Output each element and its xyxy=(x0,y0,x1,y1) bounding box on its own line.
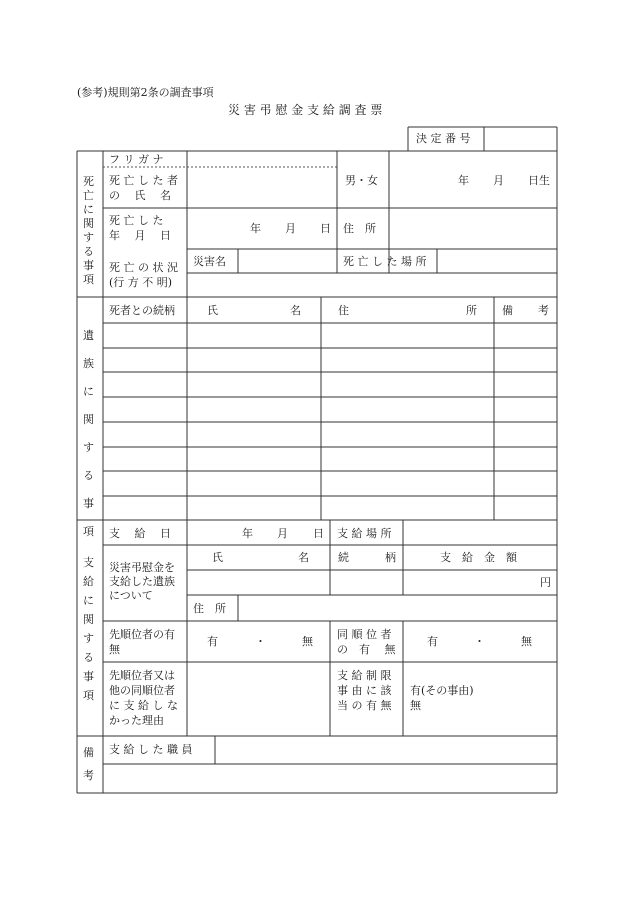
prior-separator: ・ xyxy=(255,635,266,648)
remarks-column-header-1: 備 xyxy=(502,304,513,317)
same-rank-separator: ・ xyxy=(474,635,485,648)
paid-family-address-label: 住 所 xyxy=(193,602,226,615)
name-column-header-2: 名 xyxy=(290,304,301,317)
paid-name-header-1: 氏 xyxy=(212,551,223,564)
prior-no[interactable]: 無 xyxy=(302,635,313,648)
payment-section-label: 支給に関する事項 xyxy=(83,556,94,702)
paid-relation-header-2: 柄 xyxy=(385,551,396,564)
address-column-header-2: 所 xyxy=(466,304,477,317)
deceased-name-label: 死 亡 し た 者 の 氏 名 xyxy=(109,174,178,202)
relation-column-header: 死者との続柄 xyxy=(109,304,175,317)
payment-date-label: 支 給 日 xyxy=(109,527,171,540)
paid-family-label: 災害弔慰金を 支給した遺族 について xyxy=(109,561,175,602)
restriction-label: 支 給 制 限 事 由 に 該 当 の 有 無 xyxy=(337,669,392,712)
death-day: 日 xyxy=(320,222,331,235)
yen-unit: 円 xyxy=(540,576,551,589)
furigana-label: フ リ ガ ナ xyxy=(109,153,164,166)
payment-amount-header: 支 給 金 額 xyxy=(440,551,517,564)
same-rank-yes[interactable]: 有 xyxy=(427,635,438,648)
paid-name-header-2: 名 xyxy=(298,551,309,564)
death-status-label: 死 亡 の 状 況 (行 方 不 明) xyxy=(109,261,178,289)
decision-number-field[interactable] xyxy=(485,128,556,150)
birth-month: 月 xyxy=(493,174,504,187)
payment-day: 日 xyxy=(313,527,324,540)
remarks-column-header-2: 考 xyxy=(538,304,549,317)
death-section-label: 死亡に関する事項 xyxy=(83,175,94,286)
payment-month: 月 xyxy=(277,527,288,540)
form-title: 災 害 弔 慰 金 支 給 調 査 票 xyxy=(228,103,383,117)
payment-place-label: 支 給 場 所 xyxy=(337,527,392,540)
decision-number-label: 決 定 番 号 xyxy=(416,132,471,145)
same-rank-label: 同 順 位 者 の 有 無 xyxy=(337,628,396,656)
prior-yes[interactable]: 有 xyxy=(207,635,218,648)
address-column-header-1: 住 xyxy=(338,304,349,317)
name-column-header-1: 氏 xyxy=(207,304,218,317)
prior-rank-label: 先順位者の有 無 xyxy=(109,628,175,656)
family-section-label: 遺族に関する事項 xyxy=(83,329,94,538)
birth-day: 日生 xyxy=(528,174,550,187)
paying-staff-label: 支 給 し た 職 員 xyxy=(109,743,193,756)
deceased-address-label: 住 所 xyxy=(343,222,376,235)
disaster-name-label: 災害名 xyxy=(193,255,226,268)
same-rank-no[interactable]: 無 xyxy=(521,635,532,648)
restriction-yes[interactable]: 有(その事由) xyxy=(410,684,474,697)
non-payment-reason-label: 先順位者又は 他の同順位者 に 支 給 し な かった理由 xyxy=(109,669,178,727)
paid-relation-header-1: 続 xyxy=(338,551,349,564)
death-date-label: 死 亡 し た 年 月 日 xyxy=(109,214,171,242)
death-month: 月 xyxy=(285,222,296,235)
remarks-section-label: 備考 xyxy=(83,746,94,782)
gender-label[interactable]: 男・女 xyxy=(345,174,378,187)
restriction-no[interactable]: 無 xyxy=(410,699,421,712)
payment-year: 年 xyxy=(242,527,253,540)
death-year: 年 xyxy=(250,222,261,235)
regulation-note: (参考)規則第2条の調査事項 xyxy=(77,86,214,99)
death-place-label: 死 亡 し た 場 所 xyxy=(343,255,427,268)
birth-year: 年 xyxy=(458,174,469,187)
